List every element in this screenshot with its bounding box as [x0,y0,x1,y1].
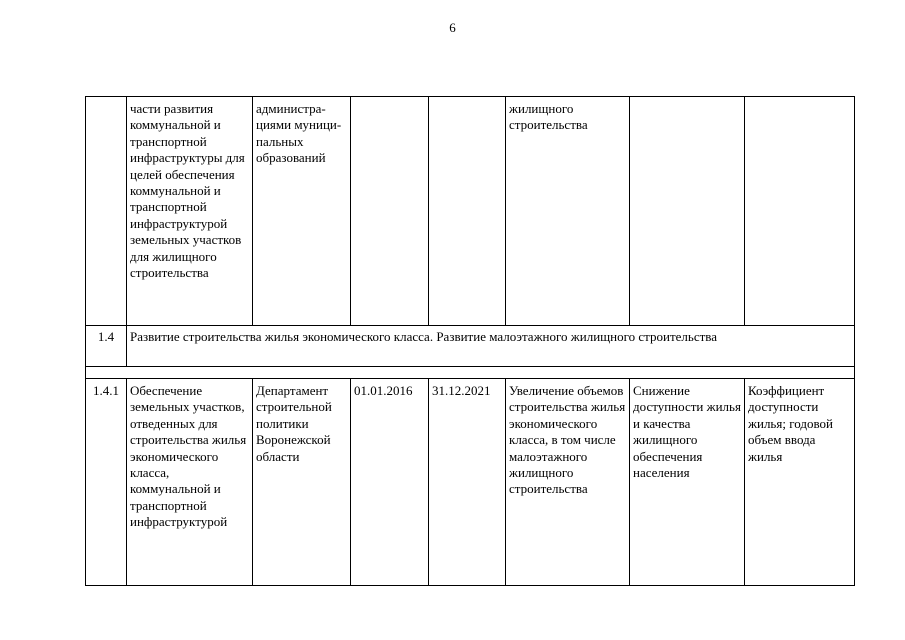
page-number: 6 [449,20,456,35]
result-cell: жилищного строительства [506,97,630,326]
section-number: 1.4 [86,326,127,367]
start-date-cell: 01.01.2016 [351,379,429,586]
start-date-cell [351,97,429,326]
executor-cell: администра-циями муници-пальных образований [253,97,351,326]
indicator-cell: Коэффициент доступности жилья; годовой объем ввода жилья [745,379,855,586]
section-row [86,326,855,367]
table-row [86,379,855,586]
row-number [86,97,127,326]
task-cell: Обеспечение земельных участков, отведенных для строительства жилья экономического класса, коммунальной и транспортной инфраструктурой [127,379,253,586]
effect-cell [630,97,745,326]
table-row [86,97,855,326]
end-date-cell [429,97,506,326]
program-table [85,96,855,586]
task-cell: части развития коммунальной и транспортной инфраструктуры для целей обеспечения коммунальной и транспортной инфраструктурой земельных участков для жилищного строительства [127,97,253,326]
result-cell: Увеличение объемов строительства жилья экономического класса, в том числе малоэтажного жилищного строительства [506,379,630,586]
effect-cell: Снижение доступности жилья и качества жилищного обеспечения населения [630,379,745,586]
row-gap [86,367,855,379]
row-number: 1.4.1 [86,379,127,586]
end-date-cell: 31.12.2021 [429,379,506,586]
section-title: Развитие строительства жилья экономического класса. Развитие малоэтажного жилищного строительства [127,326,855,367]
executor-cell: Департамент строительной политики Воронежской области [253,379,351,586]
indicator-cell [745,97,855,326]
